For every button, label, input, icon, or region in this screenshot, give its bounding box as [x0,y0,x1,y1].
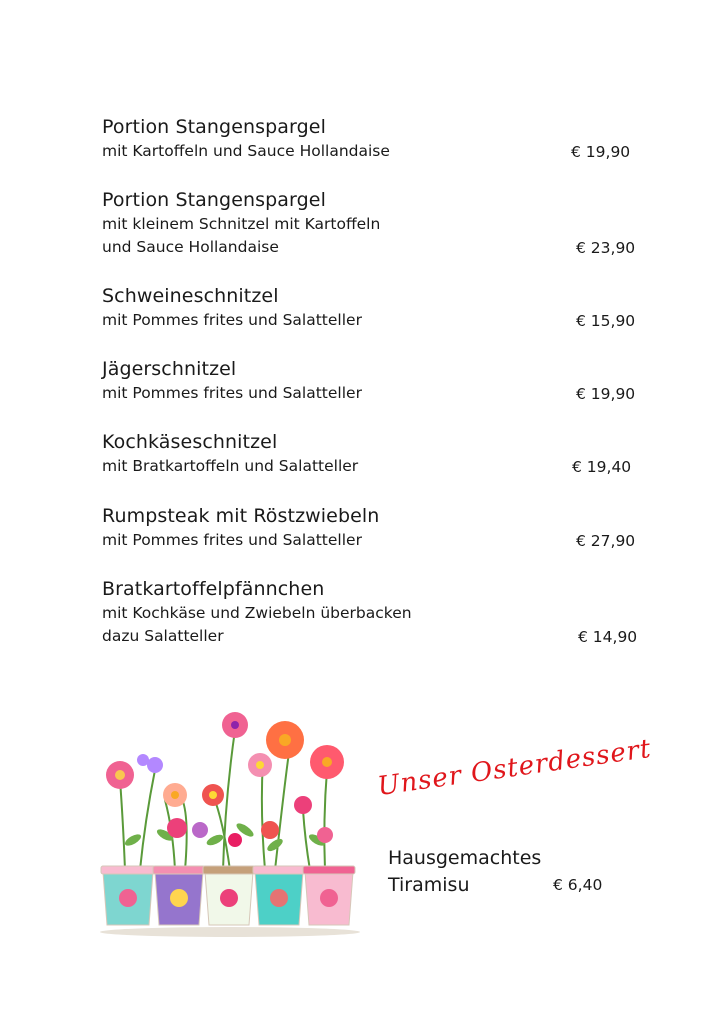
dessert-heading: Unser Osterdessert [375,733,654,802]
item-title: Jägerschnitzel [102,358,237,380]
menu-item [102,284,642,332]
dessert-price: € 6,40 [553,876,603,894]
item-description: und Sauce Hollandaise [102,238,279,256]
item-description: mit Bratkartoffeln und Salatteller [102,457,359,475]
item-price: € 15,90 [576,312,636,330]
item-description: mit kleinem Schnitzel mit Kartoffeln [102,215,381,233]
item-description: mit Pommes frites und Salatteller [102,311,362,329]
item-description: dazu Salatteller [102,627,224,645]
menu-item [102,577,642,648]
menu-item [102,504,642,552]
item-title: Portion Stangenspargel [102,189,326,211]
item-title: Bratkartoffelpfännchen [102,578,325,600]
item-price: € 19,40 [572,458,632,476]
item-description: mit Kochkäse und Zwiebeln überbacken [102,604,412,622]
item-price: € 19,90 [571,143,631,161]
item-price: € 14,90 [578,628,638,646]
item-description: mit Pommes frites und Salatteller [102,531,362,549]
menu-item [102,188,642,259]
item-title: Schweineschnitzel [102,285,279,307]
menu-item [102,430,642,478]
item-price: € 23,90 [576,239,636,257]
dessert-name: Hausgemachtes [388,847,542,869]
item-description: mit Kartoffeln und Sauce Hollandaise [102,142,390,160]
dessert-name: Tiramisu [388,874,470,896]
item-title: Kochkäseschnitzel [102,431,278,453]
item-title: Portion Stangenspargel [102,116,326,138]
menu-item [102,115,642,163]
item-title: Rumpsteak mit Röstzwiebeln [102,505,380,527]
flower-pots-illustration [95,700,365,940]
item-price: € 19,90 [576,385,636,403]
item-price: € 27,90 [576,532,636,550]
item-description: mit Pommes frites und Salatteller [102,384,362,402]
menu-item [102,357,642,405]
